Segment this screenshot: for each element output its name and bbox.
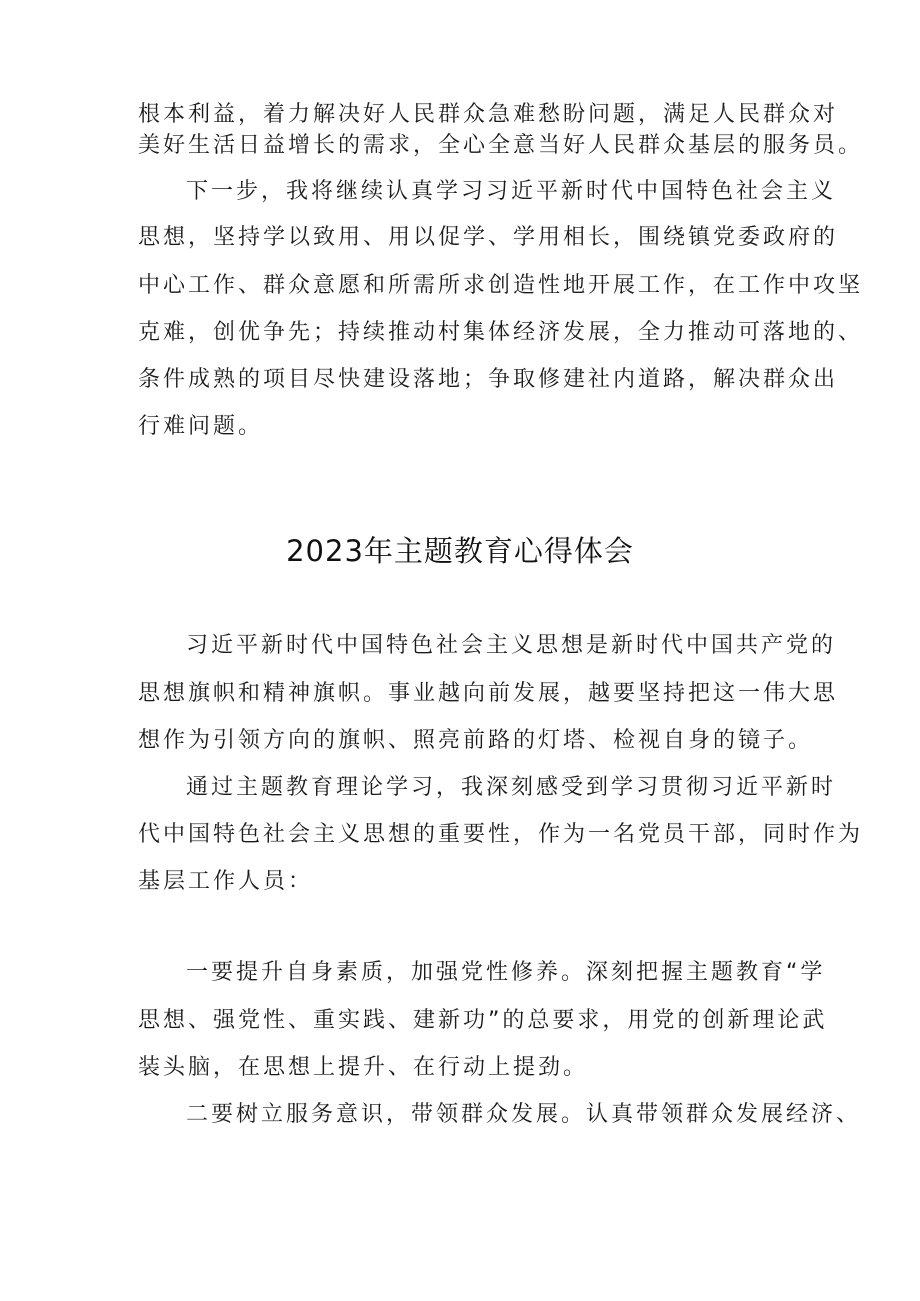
- text-line: 基层工作人员：: [138, 869, 314, 894]
- text-line: 思想，坚持学以致用、用以促学、学用相长，围绕镇党委政府的: [138, 225, 839, 250]
- text-line: 美好生活日益增长的需求，全心全意当好人民群众基层的服务员。: [138, 133, 864, 158]
- text-line: 通过主题教育理论学习，我深刻感受到学习贯彻习近平新时: [186, 775, 837, 800]
- text-line: 思想、强党性、重实践、建新功”的总要求，用党的创新理论武: [138, 1008, 828, 1033]
- text-line: 中心工作、群众意愿和所需所求创造性地开展工作，在工作中攻坚: [138, 273, 864, 298]
- text-line: 习近平新时代中国特色社会主义思想是新时代中国共产党的: [186, 633, 837, 658]
- text-line: 思想旗帜和精神旗帜。事业越向前发展，越要坚持把这一伟大思: [138, 681, 839, 706]
- text-line: 二要树立服务意识，带领群众发展。认真带领群众发展经济、: [186, 1102, 862, 1127]
- text-line: 行难问题。: [138, 414, 264, 439]
- text-line: 一要提升自身素质，加强党性修养。深刻把握主题教育“学: [186, 960, 826, 985]
- text-line: 条件成熟的项目尽快建设落地；争取修建社内道路，解决群众出: [138, 367, 839, 392]
- text-line: 装头脑，在思想上提升、在行动上提劲。: [138, 1055, 589, 1080]
- text-line: 想作为引领方向的旗帜、照亮前路的灯塔、检视自身的镜子。: [138, 728, 814, 753]
- text-line: 代中国特色社会主义思想的重要性，作为一名党员干部，同时作为: [138, 822, 864, 847]
- document-title: 2023年主题教育心得体会: [286, 534, 634, 568]
- text-line: 根本利益，着力解决好人民群众急难愁盼问题，满足人民群众对: [138, 102, 839, 127]
- text-line: 下一步，我将继续认真学习习近平新时代中国特色社会主义: [186, 179, 837, 204]
- text-line: 克难，创优争先；持续推动村集体经济发展，全力推动可落地的、: [138, 320, 864, 345]
